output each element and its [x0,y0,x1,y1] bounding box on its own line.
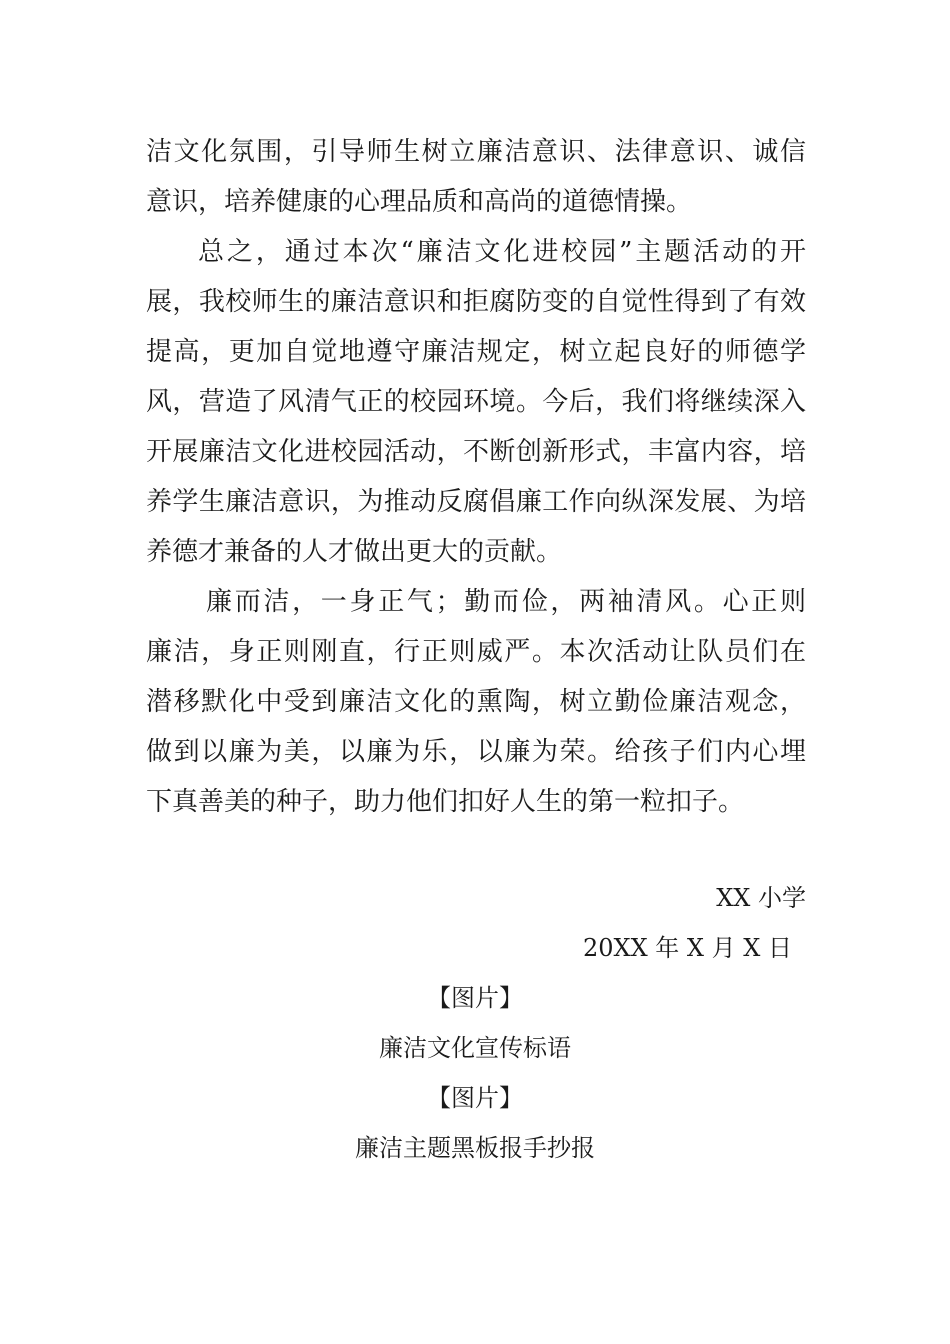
figure-2-caption: 廉洁主题黑板报手抄报 [355,1134,595,1162]
paragraph-3-line-2: 廉洁，身正则刚直，行正则威严。本次活动让队员们在 [146,637,806,667]
paragraph-2-line-5: 开展廉洁文化进校园活动，不断创新形式，丰富内容，培 [146,437,806,467]
figure-1-caption: 廉洁文化宣传标语 [379,1034,571,1062]
paragraph-2-line-6: 养学生廉洁意识，为推动反腐倡廉工作向纵深发展、为培 [146,487,806,517]
paragraph-3-line-5: 下真善美的种子，助力他们扣好人生的第一粒扣子。 [146,787,745,817]
paragraph-3-line-3: 潜移默化中受到廉洁文化的熏陶，树立勤俭廉洁观念， [146,687,806,717]
paragraph-2-line-4: 风，营造了风清气正的校园环境。今后，我们将继续深入 [146,387,806,417]
paragraph-2-line-2: 展，我校师生的廉洁意识和拒腐防变的自觉性得到了有效 [146,287,806,317]
paragraph-1-line-1: 洁文化氛围，引导师生树立廉洁意识、法律意识、诚信 [146,137,806,167]
figure-2-placeholder: 【图片】 [427,1084,523,1112]
paragraph-2-line-1: 总之，通过本次“廉洁文化进校园”主题活动的开 [198,237,806,267]
figure-1-placeholder: 【图片】 [427,984,523,1012]
paragraph-3-line-1: 廉而洁，一身正气；勤而俭，两袖清风。心正则 [206,587,806,617]
paragraph-1-line-2: 意识，培养健康的心理品质和高尚的道德情操。 [146,187,693,217]
paragraph-2-line-7: 养德才兼备的人才做出更大的贡献。 [146,537,563,567]
paragraph-3-line-4: 做到以廉为美，以廉为乐，以廉为荣。给孩子们内心埋 [146,737,806,767]
signature-school: XX 小学 [716,884,806,912]
paragraph-2-line-3: 提高，更加自觉地遵守廉洁规定，树立起良好的师德学 [146,337,806,367]
signature-date: 20XX 年 X 月 X 日 [582,934,792,962]
